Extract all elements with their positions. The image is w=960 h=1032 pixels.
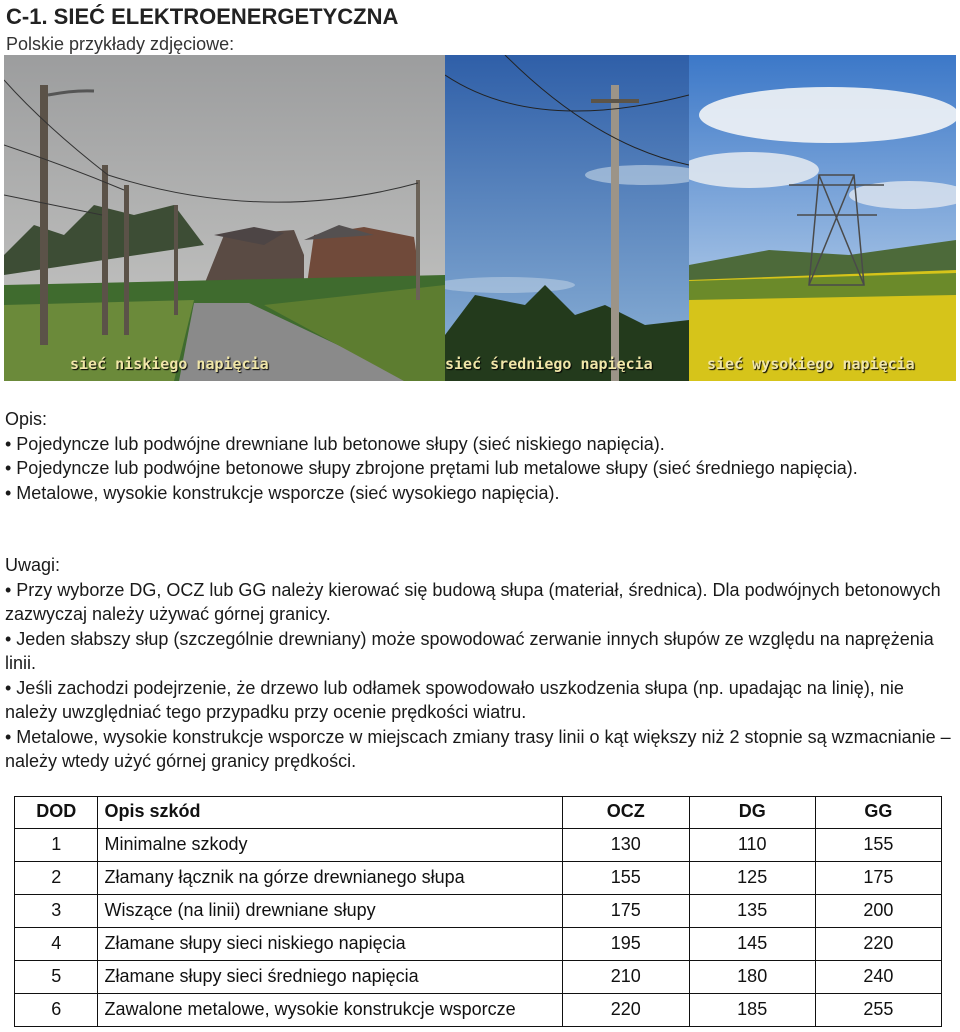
photo-medium-voltage [445,55,689,381]
table-row [15,961,942,994]
uwagi-item: • Jeden słabszy słup (szczególnie drewniany) może spowodować zerwanie innych słupów ze względu na naprężenia linii. [5,628,934,673]
cell-gg: 200 [815,895,941,928]
cell-opis: Złamane słupy sieci niskiego napięcia [98,928,562,961]
cell-ocz: 220 [562,994,689,1027]
opis-section [5,407,955,505]
table-header-row [15,797,942,829]
cell-opis: Złamane słupy sieci średniego napięcia [98,961,562,994]
photo-caption-low: sieć niskiego napięcia [70,355,269,373]
col-header-dg: DG [689,797,815,829]
cell-ocz: 130 [562,829,689,862]
table-row [15,895,942,928]
uwagi-item: • Przy wyborze DG, OCZ lub GG należy kierować się budową słupa (materiał, średnica). Dla podwójnych betonowych zazwyczaj należy używać górnej granicy. [5,579,941,624]
uwagi-section [5,553,955,774]
photo-caption-high: sieć wysokiego napięcia [707,355,915,373]
cell-dg: 125 [689,862,815,895]
cell-dod: 5 [15,961,98,994]
page-subtitle: Polskie przykłady zdjęciowe: [6,34,235,54]
page-title: C-1. SIEĆ ELEKTROENERGETYCZNA [6,4,399,29]
cell-dod: 2 [15,862,98,895]
opis-heading: Opis: [5,409,48,429]
opis-item: • Pojedyncze lub podwójne betonowe słupy zbrojone prętami lub metalowe słupy (sieć średniego napięcia). [5,458,858,478]
cell-dg: 185 [689,994,815,1027]
col-header-gg: GG [815,797,941,829]
uwagi-item: • Metalowe, wysokie konstrukcje wsporcze w miejscach zmiany trasy linii o kąt większy niż 2 stopnie są wzmacnianie – należy wtedy użyć górnej granicy prędkości. [5,726,951,771]
cell-dod: 6 [15,994,98,1027]
cell-dod: 3 [15,895,98,928]
photo-caption-medium: sieć średniego napięcia [445,355,653,373]
cell-dg: 110 [689,829,815,862]
cell-ocz: 195 [562,928,689,961]
cell-dod: 1 [15,829,98,862]
col-header-dod: DOD [15,797,98,829]
table-row [15,994,942,1027]
col-header-ocz: OCZ [562,797,689,829]
table-row [15,829,942,862]
cell-ocz: 175 [562,895,689,928]
cell-ocz: 155 [562,862,689,895]
cell-dod: 4 [15,928,98,961]
cell-gg: 240 [815,961,941,994]
photo-strip [4,55,956,381]
damage-table [14,796,942,1027]
uwagi-item: • Jeśli zachodzi podejrzenie, że drzewo lub odłamek spowodowało uszkodzenia słupa (np. upadając na linię), nie należy uwzględniać tego przypadku przy ocenie prędkości wiatru. [5,677,904,722]
cell-ocz: 210 [562,961,689,994]
col-header-opis: Opis szkód [98,797,562,829]
cell-opis: Złamany łącznik na górze drewnianego słupa [98,862,562,895]
table-row [15,928,942,961]
cell-dg: 180 [689,961,815,994]
opis-item: • Metalowe, wysokie konstrukcje wsporcze (sieć wysokiego napięcia). [5,482,560,503]
cell-gg: 255 [815,994,941,1027]
cell-opis: Minimalne szkody [98,829,562,862]
photo-low-voltage [4,55,445,381]
cell-dg: 145 [689,928,815,961]
cell-opis: Zawalone metalowe, wysokie konstrukcje wsporcze [98,994,562,1027]
cell-gg: 155 [815,829,941,862]
cell-dg: 135 [689,895,815,928]
opis-item: • Pojedyncze lub podwójne drewniane lub betonowe słupy (sieć niskiego napięcia). [5,433,665,454]
cell-gg: 220 [815,928,941,961]
table-row [15,862,942,895]
cell-gg: 175 [815,862,941,895]
photo-high-voltage [689,55,956,381]
uwagi-heading: Uwagi: [5,555,61,575]
cell-opis: Wiszące (na linii) drewniane słupy [98,895,562,928]
